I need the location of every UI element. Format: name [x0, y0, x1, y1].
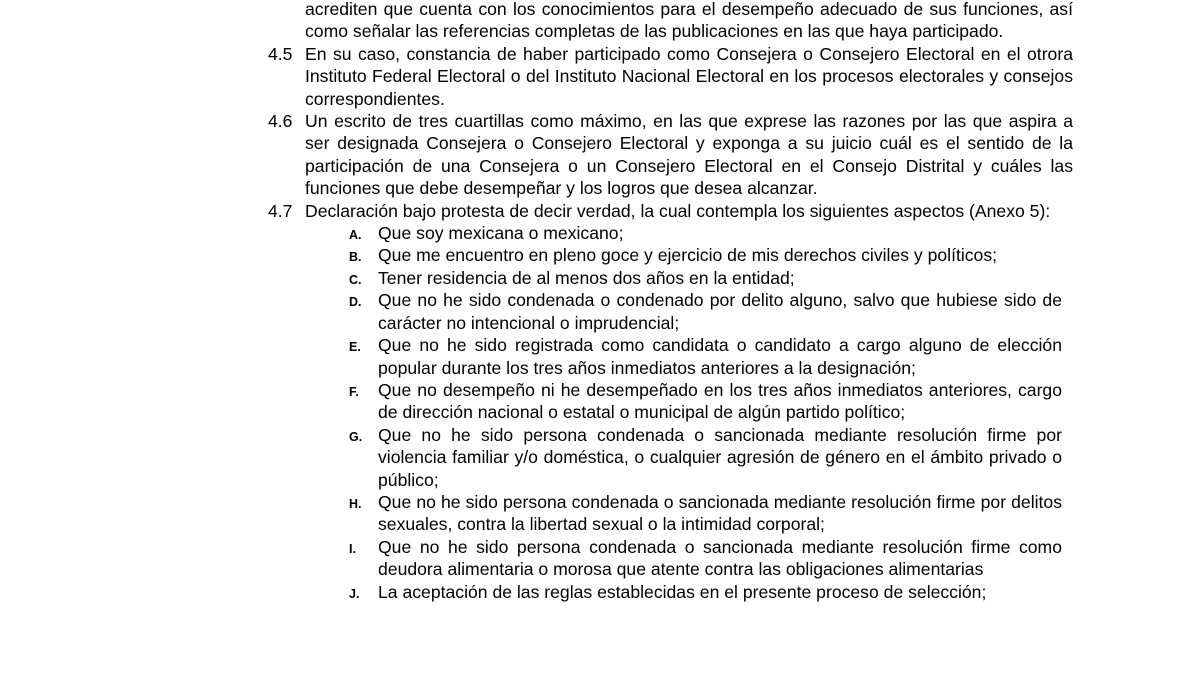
declaration-text: Que no he sido registrada como candidata o candidato a cargo alguno de elección popular durante los tres años inmediatos anteriores a la designación;: [378, 335, 1062, 378]
requirement-text: En su caso, constancia de haber participado como Consejera o Consejero Electoral en el otrora Instituto Federal Electoral o del Instituto Nacional Electoral en los procesos electorales y consejos correspondientes.: [305, 43, 1073, 109]
declaration-text: Que me encuentro en pleno goce y ejercicio de mis derechos civiles y políticos;: [378, 245, 998, 266]
declaration-letter: F.: [349, 384, 359, 399]
declaration-text: Que no he sido condenada o condenado por delito alguno, salvo que hubiese sido de carácter no intencional o imprudencial;: [378, 290, 1062, 333]
declaration-text: Que no he sido persona condenada o sancionada mediante resolución firme por delitos sexuales, contra la libertad sexual o la intimidad corporal;: [378, 491, 1062, 535]
requirement-number: 4.7: [268, 200, 293, 221]
requirement-text: Un escrito de tres cuartillas como máximo, en las que exprese las razones por las que aspira a ser designada Consejera o Consejero Electoral y exponga a su juicio cuál es el sentido de la participación de una Consejera o un Consejero Electoral en el Consejo Distrital y cuáles las funciones que debe desempeñar y los logros que desea alcanzar.: [305, 111, 1073, 199]
declaration-text: La aceptación de las reglas establecidas en el presente proceso de selección;: [378, 581, 987, 602]
declaration-item-a: [349, 222, 1062, 244]
requirement-4-7: [268, 200, 1073, 222]
continuation-paragraph: acrediten que cuenta con los conocimientos para el desempeño adecuado de sus funciones, así como señalar las referencias completas de las publicaciones en las que haya participado.: [305, 0, 1073, 42]
requirement-4-6: [268, 110, 1073, 200]
declaration-item-e: [349, 334, 1062, 379]
declaration-item-h: [349, 491, 1062, 536]
declaration-letter: G.: [349, 429, 363, 444]
declaration-letter: B.: [349, 250, 362, 265]
declaration-text: Que no he sido persona condenada o sancionada mediante resolución firme como deudora alimentaria o morosa que atente contra las obligaciones alimentarias: [378, 536, 1062, 580]
declaration-letter: D.: [349, 295, 362, 310]
declaration-item-b: [349, 244, 1062, 266]
declaration-text: Tener residencia de al menos dos años en la entidad;: [378, 267, 795, 288]
declaration-item-j: [349, 581, 1062, 603]
declaration-item-f: [349, 379, 1062, 424]
declaration-item-c: [349, 267, 1062, 289]
declaration-letter: A.: [349, 228, 362, 243]
declaration-letter: I.: [349, 541, 356, 556]
declaration-item-g: [349, 424, 1062, 491]
declaration-letter: H.: [349, 496, 362, 511]
declaration-letter: J.: [349, 586, 360, 601]
declaration-text: Que soy mexicana o mexicano;: [378, 223, 624, 244]
requirement-number: 4.6: [268, 111, 293, 132]
declaration-letter: E.: [349, 340, 361, 355]
requirement-text: Declaración bajo protesta de decir verdad, la cual contempla los siguientes aspectos (Anexo 5):: [305, 200, 1051, 221]
declaration-text: Que no he sido persona condenada o sancionada mediante resolución firme por violencia familiar y/o doméstica, o cualquier agresión de género en el ámbito privado o público;: [378, 424, 1062, 490]
requirement-number: 4.5: [268, 43, 293, 64]
requirement-4-5: [268, 43, 1073, 110]
declaration-letter: C.: [349, 272, 362, 287]
declaration-text: Que no desempeño ni he desempeñado en los tres años inmediatos anteriores, cargo de dirección nacional o estatal o municipal de algún partido político;: [378, 379, 1062, 423]
declaration-item-i: [349, 536, 1062, 581]
declaration-item-d: [349, 289, 1062, 334]
